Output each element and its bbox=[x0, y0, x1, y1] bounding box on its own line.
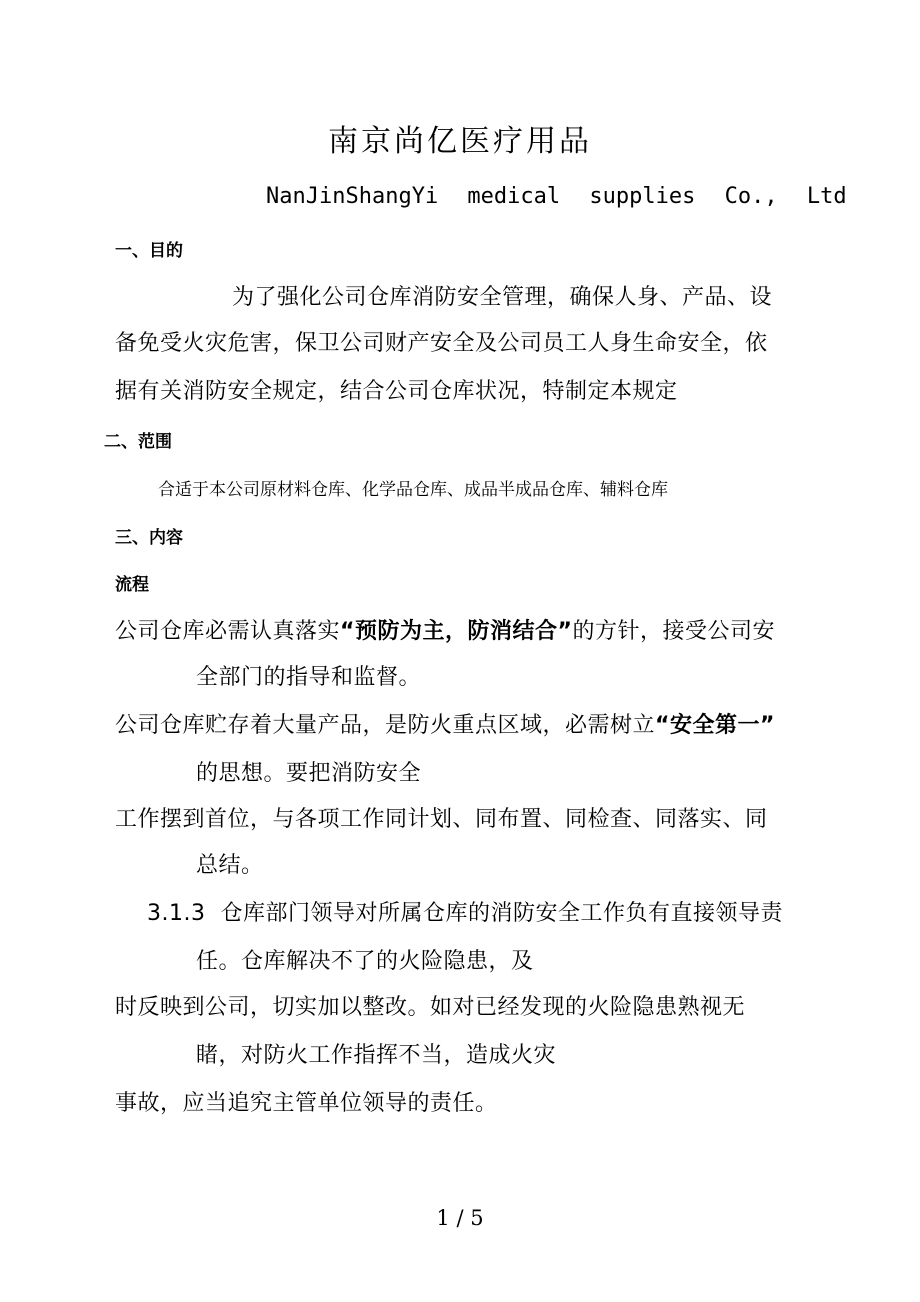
section-heading-purpose: 一、目的 bbox=[115, 241, 183, 261]
paragraph-1-text-a: 公司仓库必需认真落实 bbox=[115, 619, 341, 644]
purpose-line-3: 据有关消防安全规定，结合公司仓库状况，特制定本规定 bbox=[115, 379, 678, 404]
paragraph-3-line-1 bbox=[147, 896, 783, 927]
purpose-line-1: 为了强化公司仓库消防安全管理，确保人身、产品、设 bbox=[232, 285, 773, 310]
paragraph-1-emphasis: “预防为主，防消结合” bbox=[340, 619, 573, 644]
document-title: 南京尚亿医疗用品 bbox=[328, 124, 592, 159]
section-heading-content: 三、内容 bbox=[115, 528, 183, 548]
subheading-process: 流程 bbox=[115, 575, 149, 595]
paragraph-3-line-4: 睹，对防火工作指挥不当，造成火灾 bbox=[196, 1043, 557, 1068]
paragraph-3-line-3: 时反映到公司，切实加以整改。如对已经发现的火险隐患熟视无 bbox=[115, 995, 746, 1020]
paragraph-2-line-4: 总结。 bbox=[196, 853, 264, 878]
paragraph-2-line-3: 工作摆到首位，与各项工作同计划、同布置、同检查、同落实、同 bbox=[115, 807, 768, 832]
paragraph-1-line-1 bbox=[115, 614, 775, 645]
paragraph-3-text: 仓库部门领导对所属仓库的消防安全工作负有直接领导责 bbox=[220, 901, 783, 926]
scope-text: 合适于本公司原材料仓库、化学品仓库、成品半成品仓库、辅料仓库 bbox=[158, 480, 668, 500]
paragraph-2-emphasis: “安全第一” bbox=[655, 713, 775, 738]
paragraph-2-text-a: 公司仓库贮存着大量产品，是防火重点区域，必需树立 bbox=[115, 713, 656, 738]
purpose-line-2: 备免受火灾危害，保卫公司财产安全及公司员工人身生命安全，依 bbox=[115, 331, 768, 356]
section-heading-scope: 二、范围 bbox=[104, 432, 172, 452]
paragraph-3-line-5: 事故，应当追究主管单位领导的责任。 bbox=[115, 1091, 498, 1116]
paragraph-1-line-2: 全部门的指导和监督。 bbox=[196, 665, 422, 690]
paragraph-3-number: 3.1.3 bbox=[147, 901, 206, 926]
paragraph-3-line-2: 任。仓库解决不了的火险隐患，及 bbox=[196, 949, 534, 974]
company-english-name: NanJinShangYi medical supplies Co., Ltd bbox=[266, 184, 847, 209]
paragraph-2-line-2: 的思想。要把消防安全 bbox=[196, 761, 422, 786]
page-indicator: 1 / 5 bbox=[436, 1206, 484, 1230]
paragraph-1-text-b: 的方针，接受公司安 bbox=[572, 619, 775, 644]
paragraph-2-line-1 bbox=[115, 708, 775, 739]
